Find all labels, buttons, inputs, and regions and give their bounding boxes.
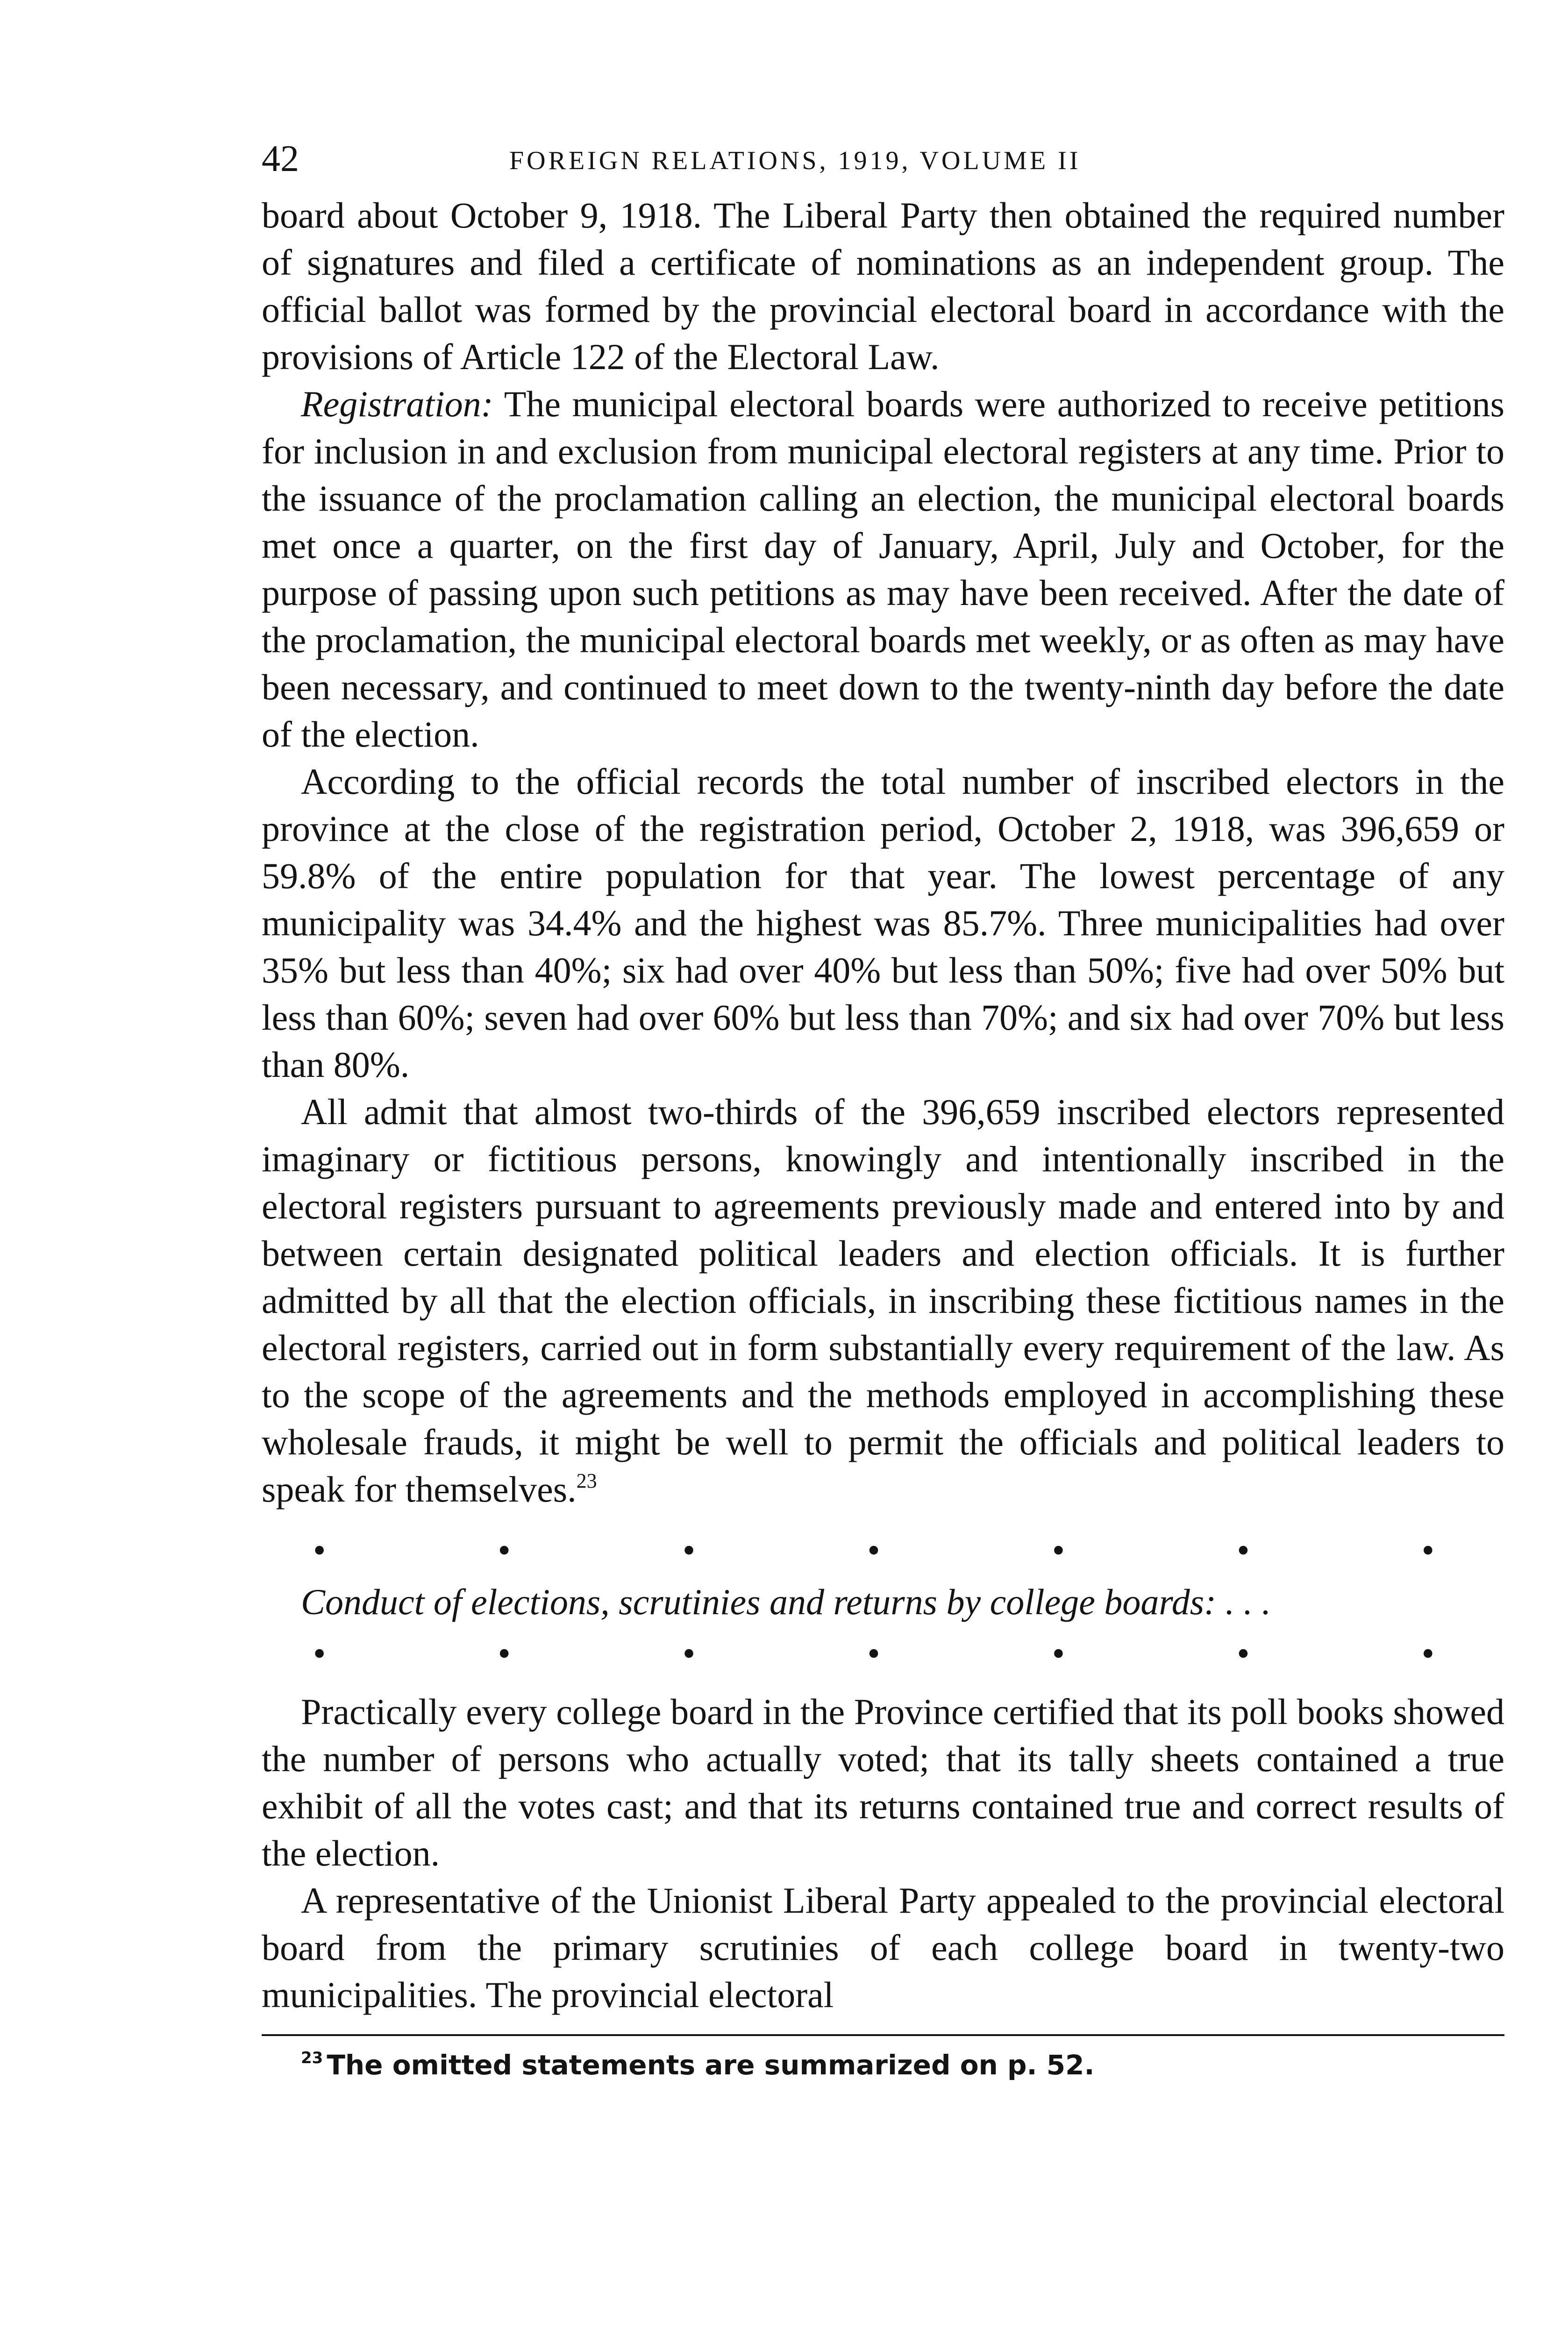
ellipsis-separator xyxy=(262,1527,1504,1574)
ellipsis-separator xyxy=(262,1630,1504,1677)
paragraph: Practically every college board in the Province certified that its poll books showed the number of persons who actually voted; that its tally sheets contained a true exhibit of all the votes cast; and that its returns contained true and correct results of the election. xyxy=(262,1691,1504,1873)
ellipsis-dot: • xyxy=(1237,1633,1250,1674)
page-number: 42 xyxy=(262,138,299,179)
page xyxy=(262,140,1504,2082)
running-head: FOREIGN RELATIONS, 1919, VOLUME II xyxy=(509,146,1081,175)
paragraph: According to the official records the total number of inscribed electors in the province at the close of the registration period, October 2, 1918, was 396,659 or 59.8% of the entire population for that year. The lowest percentage of any municipality was 34.4% and the highest was 85.7%. Three municipalities had over 35% but less than 40%; six had over 40% but less than 50%; five had over 50% but less than 60%; seven had over 60% but less than 70%; and six had over 70% but less than 80%. xyxy=(262,761,1504,1085)
ellipsis-dot: • xyxy=(1421,1530,1434,1570)
ellipsis-dot: • xyxy=(1052,1530,1065,1570)
ellipsis-dot: • xyxy=(682,1530,696,1570)
footnote-number: 23 xyxy=(301,2049,323,2067)
section-heading: Conduct of elections, scrutinies and returns by college boards: . . . xyxy=(301,1581,1271,1622)
page-header xyxy=(262,140,1504,192)
ellipsis-dot: • xyxy=(1421,1633,1434,1674)
paragraph: A representative of the Unionist Liberal Party appealed to the provincial electoral board from the primary scrutinies of each college board in twenty-two municipalities. The provincial electoral xyxy=(262,1880,1504,2015)
ellipsis-dot: • xyxy=(313,1633,326,1674)
footnote-text: The omitted statements are summarized on p. 52. xyxy=(327,2049,1095,2081)
run-in-heading: Registration: xyxy=(301,384,493,424)
ellipsis-dot: • xyxy=(1052,1633,1065,1674)
paragraph: board about October 9, 1918. The Liberal Party then obtained the required number of signatures and filed a certificate of nominations as an independent group. The official ballot was formed by the provincial electoral board in accordance with the provisions of Article 122 of the Electoral Law. xyxy=(262,195,1504,377)
paragraph-text: All admit that almost two-thirds of the 396,659 inscribed electors represented imaginary or fictitious persons, knowingly and intentionally inscribed in the electoral registers pursuant to agreements previously made and entered into by and between certain designated political leaders and election officials. It is further admitted by all that the election officials, in inscribing these fictitious names in the electoral registers, carried out in form substantially every requirement of the law. As to the scope of the agreements and the methods employed in accomplishing these wholesale frauds, it might be well to permit the officials and political leaders to speak for themselves. xyxy=(262,1091,1504,1510)
ellipsis-dot: • xyxy=(1237,1530,1250,1570)
ellipsis-dot: • xyxy=(867,1633,880,1674)
ellipsis-dot: • xyxy=(313,1530,326,1570)
footnote-reference: 23 xyxy=(576,1469,597,1492)
paragraph-text: The municipal electoral boards were authorized to receive petitions for inclusion in and exclusion from municipal electoral registers at any time. Prior to the issuance of the proclamation calling an election, the municipal electoral boards met once a quarter, on the first day of January, April, July and October, for the purpose of passing upon such petitions as may have been received. After the date of the proclamation, the municipal electoral boards met weekly, or as often as may have been necessary, and continued to meet down to the twenty-ninth day before the date of the election. xyxy=(262,384,1504,755)
footnote-divider xyxy=(262,2034,1504,2036)
paragraph-with-footnote-ref xyxy=(262,1088,1504,1513)
body-text xyxy=(262,192,1504,2018)
paragraph-registration xyxy=(262,380,1504,758)
ellipsis-dot: • xyxy=(682,1633,696,1674)
ellipsis-dot: • xyxy=(867,1530,880,1570)
ellipsis-dot: • xyxy=(498,1530,511,1570)
ellipsis-dot: • xyxy=(498,1633,511,1674)
footnote xyxy=(262,2049,1504,2082)
